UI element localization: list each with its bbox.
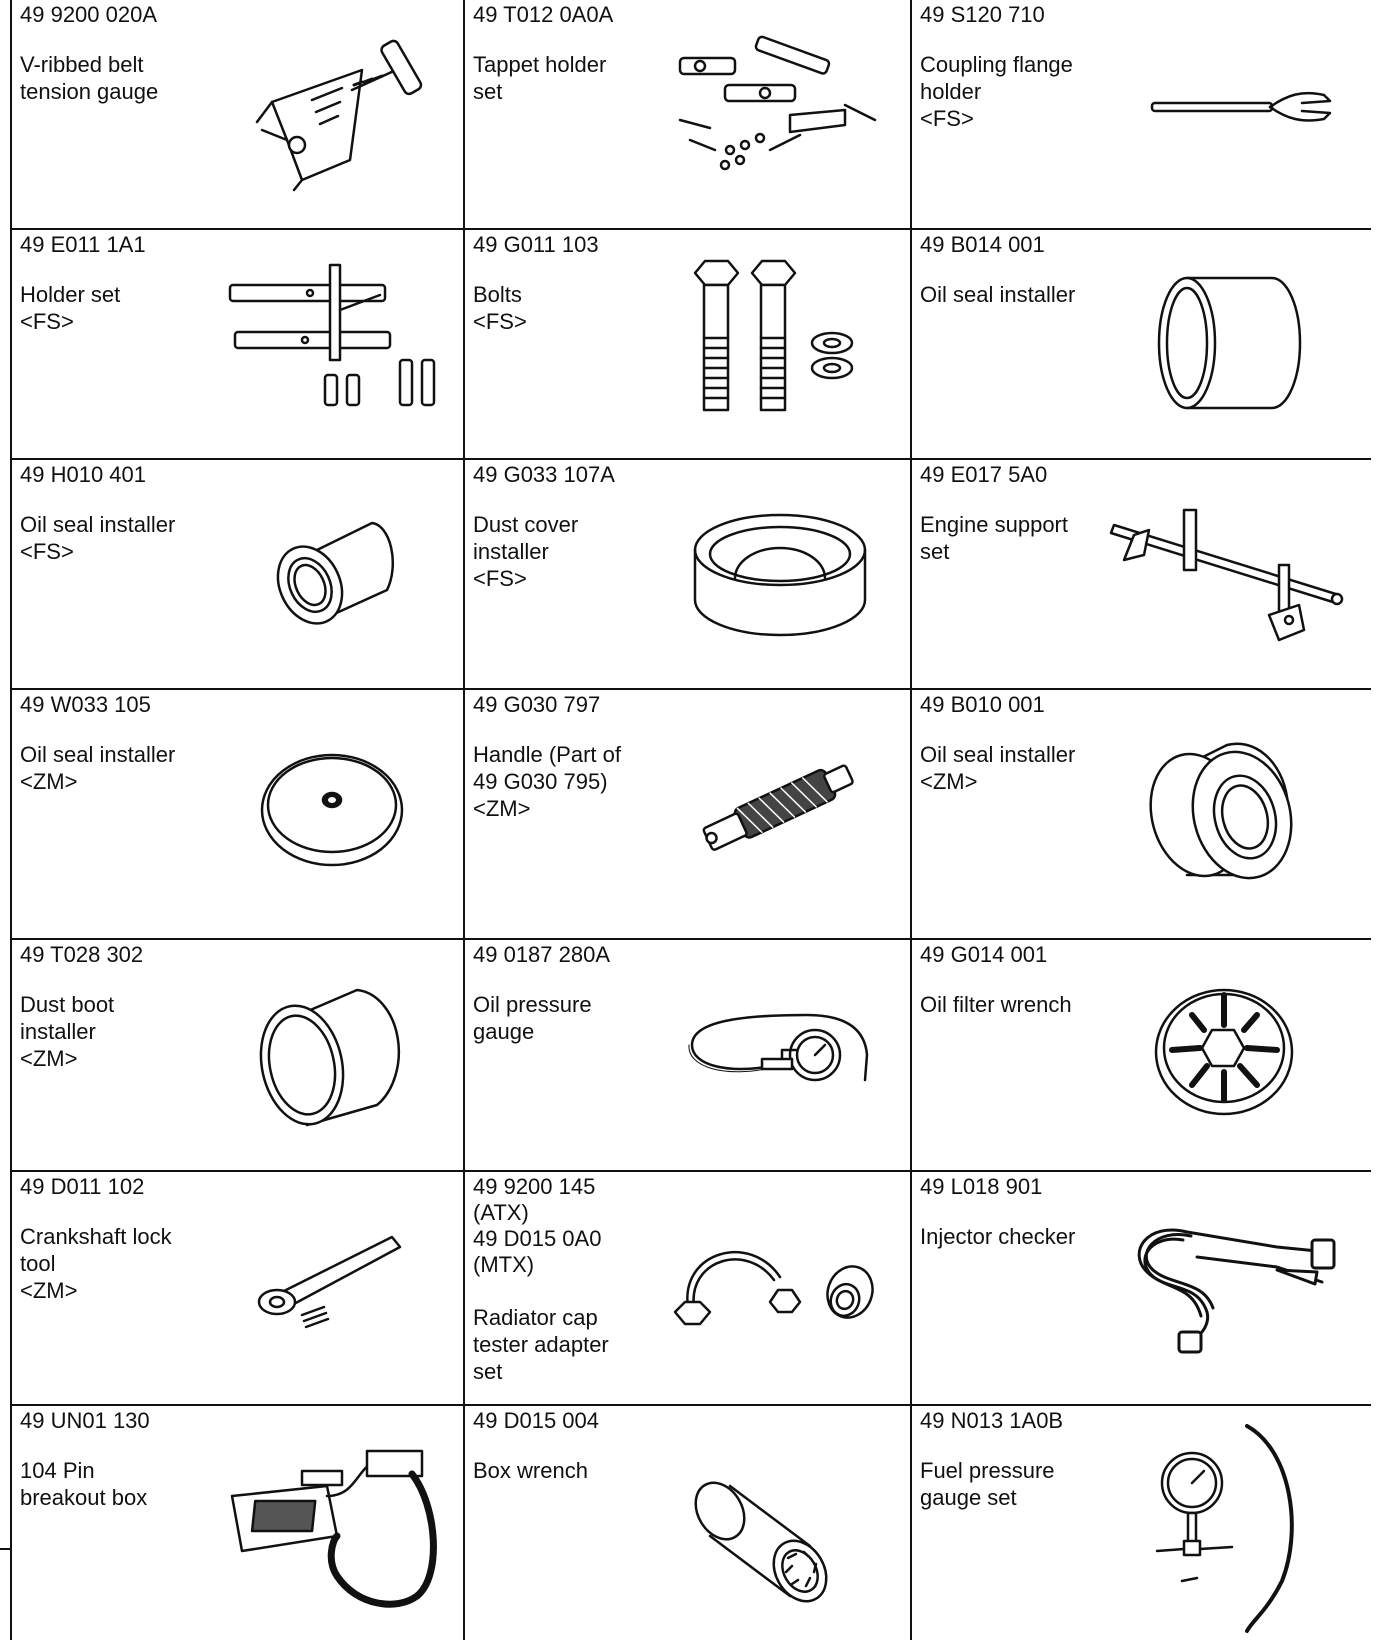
tool-description: Crankshaft lock tool <ZM> (20, 1224, 172, 1303)
tool-cell (464, 689, 911, 939)
part-number: 49 B014 001 (920, 232, 1045, 257)
tool-description: Oil seal installer <ZM> (20, 742, 176, 794)
part-number: 49 G030 797 (473, 692, 601, 717)
tool-cell (11, 0, 464, 229)
tool-description: Coupling flange holder <FS> (920, 52, 1073, 131)
crankshaft-lock-tool-icon (252, 1227, 412, 1337)
tool-cell (11, 939, 464, 1171)
coupling-flange-holder-icon (1152, 85, 1342, 135)
part-number: 49 D011 102 (20, 1174, 145, 1199)
tool-cell (11, 689, 464, 939)
tool-description: 104 Pin breakout box (20, 1458, 148, 1510)
injector-checker-icon (1127, 1212, 1337, 1362)
belt-tension-gauge-icon (242, 30, 442, 190)
tool-description: Oil seal installer <FS> (20, 512, 176, 564)
table-row (11, 939, 1371, 1171)
part-number: 49 UN01 130 (20, 1408, 150, 1433)
tool-cell (11, 459, 464, 689)
part-number: 49 H010 401 (20, 462, 146, 487)
tool-description: Injector checker (920, 1224, 1076, 1249)
tool-description: Oil seal installer (920, 282, 1076, 307)
dust-boot-installer-icon (257, 980, 417, 1130)
part-number: 49 S120 710 (920, 2, 1045, 27)
engine-support-set-icon (1104, 505, 1344, 645)
part-number: 49 9200 145 (ATX) 49 D015 0A0 (MTX) (473, 1174, 602, 1277)
tool-cell (464, 1405, 911, 1640)
tappet-holder-set-icon (670, 40, 890, 180)
bolts-icon (690, 258, 870, 418)
tool-description: Fuel pressure gauge set (920, 1458, 1055, 1510)
table-row (11, 0, 1371, 229)
tool-cell (911, 0, 1371, 229)
oil-filter-wrench-icon (1152, 980, 1302, 1120)
tool-description: Oil seal installer <ZM> (920, 742, 1076, 794)
radiator-cap-adapter-icon (670, 1232, 885, 1342)
part-number: 49 G014 001 (920, 942, 1048, 967)
tool-cell (911, 459, 1371, 689)
part-number: 49 E017 5A0 (920, 462, 1048, 487)
tool-cell (911, 229, 1371, 459)
oil-seal-installer-drum-icon (1147, 735, 1307, 885)
knurled-handle-icon (690, 750, 870, 860)
tool-description: Dust cover installer <FS> (473, 512, 579, 591)
tool-cell (464, 459, 911, 689)
tool-description: Tappet holder set (473, 52, 607, 104)
table-row (11, 689, 1371, 939)
flanged-seal-installer-icon (272, 515, 412, 630)
tool-cell (464, 1171, 911, 1405)
part-number: 49 9200 020A (20, 2, 158, 27)
part-number: 49 G011 103 (473, 232, 599, 257)
tool-cell (911, 1171, 1371, 1405)
tool-description: Bolts <FS> (473, 282, 527, 334)
holder-set-icon (230, 260, 450, 420)
margin-mark (0, 1548, 10, 1550)
part-number: 49 B010 001 (920, 692, 1045, 717)
tool-cell (11, 1405, 464, 1640)
table-row (11, 1171, 1371, 1405)
part-number: 49 W033 105 (20, 692, 151, 717)
tool-description: Holder set <FS> (20, 282, 121, 334)
tool-cell (911, 939, 1371, 1171)
breakout-box-icon (227, 1446, 447, 1616)
tool-cell (11, 229, 464, 459)
fuel-pressure-gauge-icon (1152, 1421, 1302, 1636)
tool-cell (464, 0, 911, 229)
tool-description: Oil filter wrench (920, 992, 1072, 1017)
tool-cell (911, 1405, 1371, 1640)
part-number: 49 G033 107A (473, 462, 615, 487)
part-number: 49 T028 302 (20, 942, 144, 967)
box-wrench-icon (700, 1466, 860, 1606)
part-number: 49 D015 004 (473, 1408, 599, 1433)
tool-description: Radiator cap tester adapter set (473, 1305, 609, 1384)
tool-description: Oil pressure gauge (473, 992, 592, 1044)
part-number: 49 E011 1A1 (20, 232, 146, 257)
seal-installer-disc-icon (257, 750, 407, 870)
part-number: 49 L018 901 (920, 1174, 1043, 1199)
tool-cell (911, 689, 1371, 939)
special-tools-table (10, 0, 1371, 1640)
tool-description: Engine support set (920, 512, 1068, 564)
tool-cell (11, 1171, 464, 1405)
part-number: 49 T012 0A0A (473, 2, 614, 27)
tool-description: V-ribbed belt tension gauge (20, 52, 159, 104)
oil-seal-installer-icon (1157, 270, 1307, 420)
special-tools-page (10, 0, 1370, 1648)
tool-description: Box wrench (473, 1458, 588, 1483)
table-row (11, 1405, 1371, 1640)
oil-pressure-gauge-icon (687, 1005, 872, 1105)
table-row (11, 229, 1371, 459)
part-number: 49 0187 280A (473, 942, 611, 967)
tool-cell (464, 939, 911, 1171)
tool-cell (464, 229, 911, 459)
tool-description: Dust boot installer <ZM> (20, 992, 115, 1071)
table-row (11, 459, 1371, 689)
part-number: 49 N013 1A0B (920, 1408, 1064, 1433)
tool-description: Handle (Part of 49 G030 795) <ZM> (473, 742, 621, 821)
dust-cover-installer-icon (690, 510, 870, 645)
